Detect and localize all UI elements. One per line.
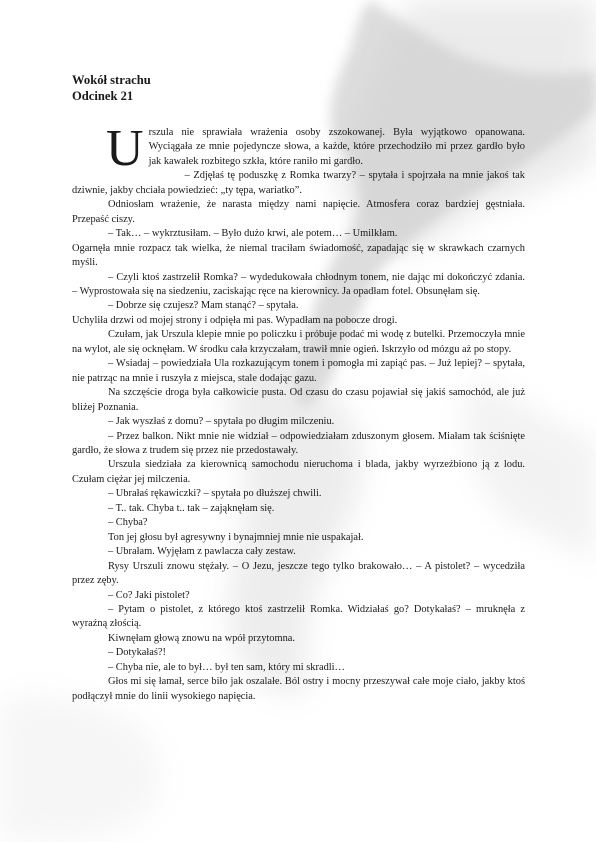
article-body (72, 120, 525, 704)
article-header (72, 72, 525, 104)
first-paragraph (72, 120, 525, 177)
paragraph: Odniosłam wrażenie, że narasta między nami napięcie. Atmosfera coraz bardziej gęstniała. Przepaść ciszy. (72, 199, 525, 225)
drop-cap: U (106, 120, 144, 177)
paragraph: – Przez balkon. Nikt mnie nie widział – odpowiedziałam zduszonym głosem. Miałam tak ściśnięte gardło, że słowa z trudem się przez nie przedostawały. (72, 430, 525, 456)
paragraph: Urszula siedziała za kierownicą samochodu nieruchoma i blada, jakby wyrzeźbiono ją z lodu. Czułam ciężar jej milczenia. (72, 459, 525, 485)
paragraph: Na szczęście droga była całkowicie pusta. Od czasu do czasu pojawiał się jakiś samochód, ale już bliżej Poznania. (72, 387, 525, 413)
paragraph: – Chyba? (108, 517, 148, 529)
paragraph: – Co? Jaki pistolet? (108, 589, 190, 601)
paragraph: – Tak… – wykrztusiłam. – Było dużo krwi, ale potem… – Umilkłam. (108, 228, 398, 240)
paragraph: Uchyliła drzwi od mojej strony i odpięła mi pas. Wypadłam na pobocze drogi. (72, 314, 398, 326)
paragraph: Ton jej głosu był agresywny i bynajmniej mnie nie uspakajał. (108, 531, 364, 543)
paragraph: – Chyba nie, ale to był… był ten sam, który mi skradli… (108, 661, 345, 673)
paragraph: – Pytam o pistolet, z którego ktoś zastrzelił Romka. Widziałaś go? Dotykałaś? – mruknęła z wyraźną złością. (72, 603, 525, 630)
paragraph: – T.. tak. Chyba t.. tak – zająknęłam się. (108, 502, 275, 514)
paragraph: – Zdjęłaś tę poduszkę z Romka twarzy? – spytała i spojrzała na mnie jakoś tak dziwnie, jakby chciała powiedzieć: „ty tępa, wariatko”. (72, 170, 525, 196)
paragraph: – Dobrze się czujesz? Mam stanąć? – spytała. (108, 300, 299, 312)
article-content (72, 72, 525, 704)
paragraph: Czułam, jak Urszula klepie mnie po policzku i próbuje podać mi wodę z butelki. Przemoczyła mnie na wylot, ale się ocknęłam. W środku cała krzyczałam, trawił mnie ogień. Iskrzyło od mózgu aż po stopy. (72, 329, 525, 355)
article-subtitle: Odcinek 21 (72, 89, 134, 103)
paragraph: – Ubrałaś rękawiczki? – spytała po dłuższej chwili. (108, 488, 322, 500)
paragraph: – Dotykałaś?! (108, 647, 166, 659)
paragraph: – Jak wyszłaś z domu? – spytała po długim milczeniu. (108, 416, 335, 428)
paragraph: Głos mi się łamał, serce biło jak oszalałe. Ból ostry i mocny przeszywał całe moje ciało, jakby ktoś podłączył mnie do linii wysokiego napięcia. (72, 676, 525, 702)
paragraph: Rysy Urszuli znowu stężały. – O Jezu, jeszcze tego tylko brakowało… – A pistolet? – wycedziła przez zęby. (72, 560, 525, 587)
paragraph: – Ubrałam. Wyjęłam z pawlacza cały zestaw. (108, 546, 296, 558)
paragraph: Kiwnęłam głową znowu na wpół przytomna. (108, 632, 295, 644)
paragraph: Ogarnęła mnie rozpacz tak wielka, że niemal traciłam świadomość, zapadając się w skrawkach czarnych myśli. (72, 242, 525, 269)
paragraph: – Czyli ktoś zastrzelił Romka? – wydedukowała chłodnym tonem, nie dając mi dokończyć zdania. – Wyprostowała się na siedzeniu, zaciskając ręce na kierownicy. Ja opadłam fotel. Obsunęłam się. (72, 271, 525, 297)
article-title: Wokół strachu (72, 73, 151, 87)
paragraph: – Wsiadaj – powiedziała Ula rozkazującym tonem i pomogła mi zapiąć pas. – Już lepiej? – spytała, nie patrząc na mnie i ruszyła z miejsca, stale dodając gazu. (72, 358, 525, 384)
first-paragraph-text: rszula nie sprawiała wrażenia osoby zszokowanej. Była wyjątkowo opanowana. Wyciągała ze mnie pojedyncze słowa, a każde, które przechodziło mi przez gardło było jak kawałek rozbitego szkła, które raniło mi gardło. (148, 127, 525, 167)
